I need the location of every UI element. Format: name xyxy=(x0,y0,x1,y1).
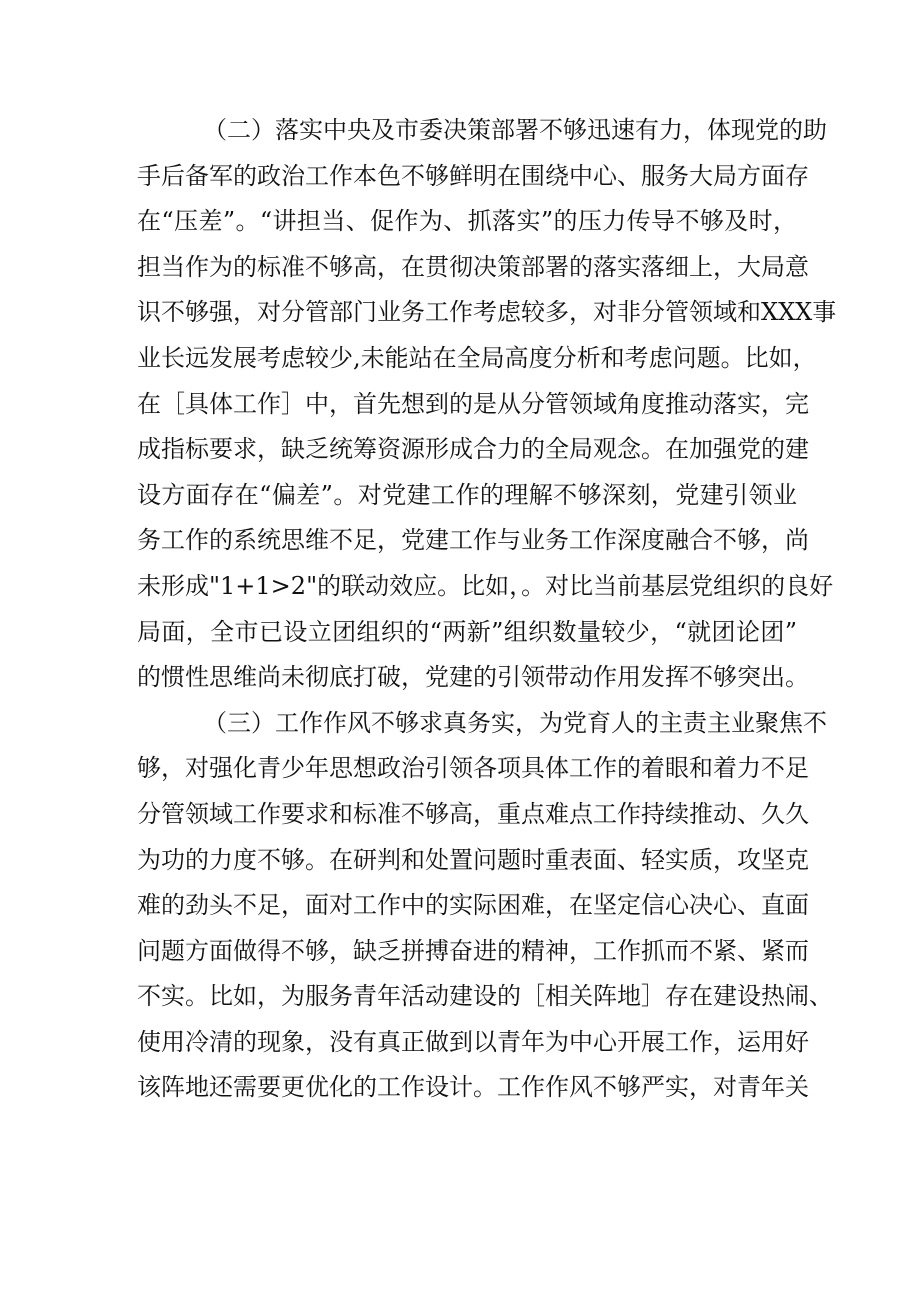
paragraph-line: （三）工作作风不够求真务实，为党育人的主责主业聚焦不 xyxy=(203,708,827,737)
paragraph-line: 问题方面做得不够，缺乏拼搏奋进的精神，工作抓而不紧、紧而 xyxy=(137,936,809,965)
paragraph-line: 未形成"1+1>2"的联动效应。比如，。对比当前基层党组织的良好 xyxy=(137,571,834,600)
paragraph-line: 不实。比如，为服务青年活动建设的［相关阵地］存在建设热闹、 xyxy=(137,982,833,1011)
paragraph-2 xyxy=(137,108,837,701)
paragraph-line: 难的劲头不足，面对工作中的实际困难，在坚定信心决心、直面 xyxy=(137,891,809,920)
paragraph-line: （二）落实中央及市委决策部署不够迅速有力，体现党的助 xyxy=(203,116,827,144)
paragraph-line: 识不够强，对分管部门业务工作考虑较多，对非分管领域和XXX事 xyxy=(137,298,837,327)
paragraph-line: 局面，全市已设立团组织的“两新”组织数量较少，“就团论团” xyxy=(137,617,797,646)
paragraph-line: 业长远发展考虑较少,未能站在全局高度分析和考虑问题。比如， xyxy=(137,343,817,372)
paragraph-line: 够，对强化青少年思想政治引领各项具体工作的着眼和着力不足 xyxy=(137,754,809,783)
paragraph-line: 在“压差”。“讲担当、促作为、抓落实”的压力传导不够及时， xyxy=(137,207,797,236)
paragraph-line: 在［具体工作］中，首先想到的是从分管领域角度推动落实，完 xyxy=(137,389,809,418)
paragraph-line: 该阵地还需要更优化的工作设计。工作作风不够严实，对青年关 xyxy=(137,1073,809,1102)
paragraph-line: 成指标要求，缺乏统筹资源形成合力的全局观念。在加强党的建 xyxy=(137,435,809,464)
paragraph-line: 的惯性思维尚未彻底打破，党建的引领带动作用发挥不够突出。 xyxy=(137,663,809,692)
paragraph-line: 手后备军的政治工作本色不够鲜明在围绕中心、服务大局方面存 xyxy=(137,161,809,190)
document-body xyxy=(137,108,837,1111)
paragraph-line: 设方面存在“偏差”。对党建工作的理解不够深刻，党建引领业 xyxy=(137,480,797,509)
paragraph-line: 担当作为的标准不够高，在贯彻决策部署的落实落细上，大局意 xyxy=(137,252,809,281)
paragraph-line: 为功的力度不够。在研判和处置问题时重表面、轻实质，攻坚克 xyxy=(137,845,809,874)
paragraph-line: 使用冷清的现象，没有真正做到以青年为中心开展工作，运用好 xyxy=(137,1027,809,1056)
paragraph-line: 务工作的系统思维不足，党建工作与业务工作深度融合不够，尚 xyxy=(137,526,809,555)
paragraph-line: 分管领域工作要求和标准不够高，重点难点工作持续推动、久久 xyxy=(137,799,809,828)
paragraph-3 xyxy=(137,701,833,1111)
